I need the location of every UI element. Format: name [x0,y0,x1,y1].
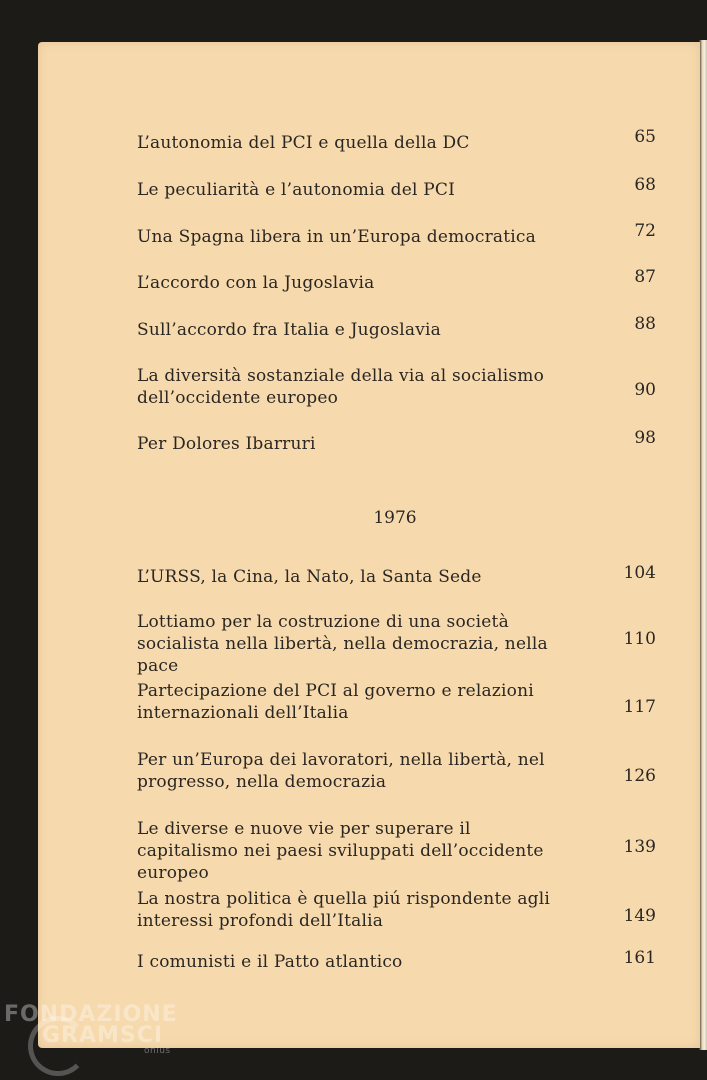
page-edge [699,40,707,1050]
toc-entry-title: Le diverse e nuove vie per superare il capitalismo nei paesi sviluppati dell’occidente europeo [137,819,544,883]
toc-entry-title: L’autonomia del PCI e quella della DC [137,133,470,153]
toc-entry-title: Una Spagna libera in un’Europa democratica [137,227,536,247]
toc-entry-page: 98 [634,428,656,448]
year-heading: 1976 [373,508,417,528]
toc-entry-title: La nostra politica è quella piú rispondente agli interessi profondi dell’Italia [137,889,551,931]
toc-entry-page: 110 [623,629,656,649]
toc-entry-title: Sull’accordo fra Italia e Jugoslavia [137,320,442,340]
toc-entry-page: 149 [623,906,656,926]
toc-entry-title: I comunisti e il Patto atlantico [137,952,403,972]
toc-entry-title: Le peculiarità e l’autonomia del PCI [137,180,455,200]
toc-entry-title: Partecipazione del PCI al governo e relazioni internazionali dell’Italia [137,681,534,723]
toc-entry-title: L’URSS, la Cina, la Nato, la Santa Sede [137,567,482,587]
toc-entry-page: 161 [623,948,656,968]
toc-entry-page: 139 [623,837,656,857]
toc-entry-page: 72 [634,221,656,241]
toc-entry-title: Per un’Europa dei lavoratori, nella libertà, nel progresso, nella democrazia [137,750,545,792]
watermark [4,1002,178,1056]
watermark-sub: onlus [144,1046,171,1056]
toc-entry-page: 90 [634,380,656,400]
toc-entry-page: 104 [623,563,656,583]
toc-entry-title: La diversità sostanziale della via al socialismo dell’occidente europeo [137,366,545,408]
toc-entry-page: 117 [623,697,656,717]
watermark-line2: GRAMSCI [42,1023,164,1048]
toc-entry-title: Lottiamo per la costruzione di una società socialista nella libertà, nella democrazia, nella pace [137,612,548,676]
toc-entry-page: 68 [634,175,656,195]
watermark-line1: FONDAZIONE [4,1002,178,1027]
toc-entry-page: 126 [623,766,656,786]
toc-entry-page: 88 [634,314,656,334]
toc-entry-title: L’accordo con la Jugoslavia [137,273,375,293]
toc-entry-title: Per Dolores Ibarruri [137,434,316,454]
toc-entry-page: 65 [634,127,656,147]
toc-entry-page: 87 [634,267,656,287]
